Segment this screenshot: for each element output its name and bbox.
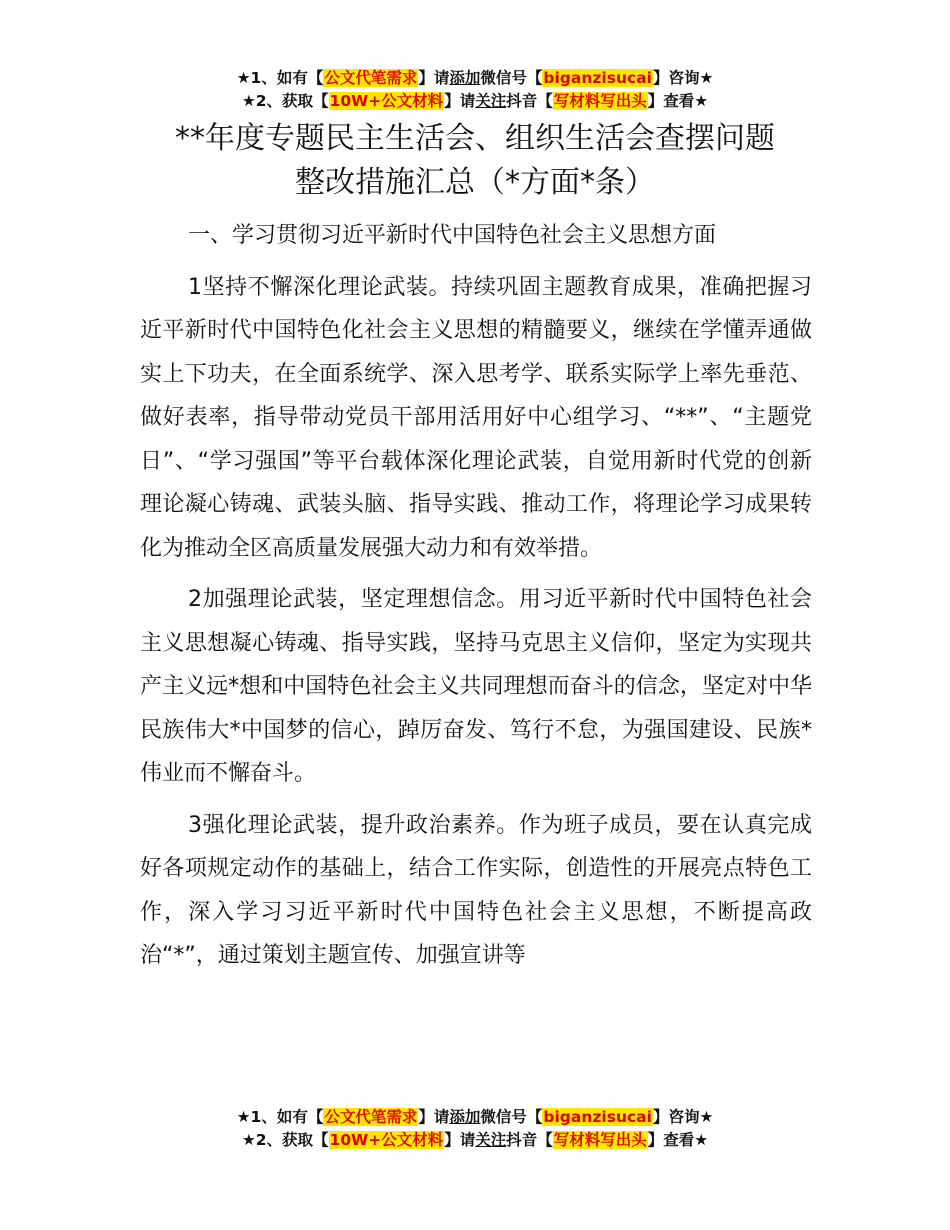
promo-line-1-highlight-wechat: biganzisucai: [543, 69, 652, 87]
document-title-line-1: **年度专题民主生活会、组织生活会查摆问题: [175, 121, 775, 156]
promo-line-2-highlight-douyin: 写材料写出头: [553, 1131, 647, 1149]
promo-line-2-prefix: ★2、获取【: [241, 1131, 329, 1149]
promo-line-1-mid: 】请: [418, 69, 450, 87]
promo-line-1-highlight-service: 公文代笔需求: [324, 1108, 418, 1126]
promo-line-2-highlight-materials: 10W+公文材料: [329, 1131, 444, 1149]
promo-line-2-prefix: ★2、获取【: [241, 92, 329, 110]
promo-line-1-underlined: 添加: [449, 1108, 481, 1126]
promo-line-1-prefix: ★1、如有【: [236, 69, 324, 87]
promo-line-1-prefix: ★1、如有【: [236, 1108, 324, 1126]
promo-line-2-suffix: 】查看★: [647, 92, 709, 110]
paragraph-2: 2加强理论武装，坚定理想信念。用习近平新时代中国特色社会主义思想凝心铸魂、指导实践，坚持马克思主义信仰，坚定为实现共产主义远*想和中国特色社会主义共同理想而奋斗的信念，坚定对中华民族伟大*中国梦的信心，踔厉奋发、笃行不怠，为强国建设、民族*伟业而不懈奋斗。: [140, 587, 812, 786]
promo-line-1-underlined: 添加: [449, 69, 481, 87]
top-promo-banner: [0, 67, 950, 113]
promo-line-1-mid-2: 微信号【: [480, 69, 543, 87]
promo-line-1-highlight-wechat: biganzisucai: [543, 1108, 652, 1126]
promo-line-1-highlight-service: 公文代笔需求: [324, 69, 418, 87]
promo-line-1: [0, 67, 950, 90]
promo-line-2: [0, 90, 950, 113]
promo-line-2-underlined: 关注: [475, 92, 507, 110]
promo-line-2-mid-2: 抖音【: [506, 1131, 553, 1149]
promo-line-2-highlight-douyin: 写材料写出头: [553, 92, 647, 110]
promo-line-2: [0, 1129, 950, 1152]
paragraph-3: 3强化理论武装，提升政治素养。作为班子成员，要在认真完成好各项规定动作的基础上，结合工作实际，创造性的开展亮点特色工作，深入学习习近平新时代中国特色社会主义思想，不断提高政治“*”，通过策划主题宣传、加强宣讲等: [140, 812, 812, 968]
promo-line-2-underlined: 关注: [475, 1131, 507, 1149]
bottom-promo-banner: [0, 1106, 950, 1152]
promo-line-1-mid: 】请: [418, 1108, 450, 1126]
promo-line-2-mid: 】请: [444, 92, 476, 110]
promo-line-1: [0, 1106, 950, 1129]
paragraph-1: 1坚持不懈深化理论武装。持续巩固主题教育成果，准确把握习近平新时代中国特色化社会主义思想的精髓要义，继续在学懂弄通做实上下功夫，在全面系统学、深入思考学、联系实际学上率先垂范、做好表率，指导带动党员干部用活用好中心组学习、“**”、“主题党日”、“学习强国”等平台载体深化理论武装，自觉用新时代党的创新理论凝心铸魂、武装头脑、指导实践、推动工作，将理论学习成果转化为推动全区高质量发展强大动力和有效举措。: [140, 274, 812, 561]
document-body: [140, 214, 812, 978]
section-heading: 一、学习贯彻习近平新时代中国特色社会主义思想方面: [188, 223, 717, 248]
promo-line-2-suffix: 】查看★: [647, 1131, 709, 1149]
document-title-line-2: 整改措施汇总（*方面*条）: [295, 165, 655, 200]
promo-line-2-highlight-materials: 10W+公文材料: [329, 92, 444, 110]
document-title: [0, 117, 950, 205]
promo-line-2-mid: 】请: [444, 1131, 476, 1149]
promo-line-2-mid-2: 抖音【: [506, 92, 553, 110]
promo-line-1-suffix: 】咨询★: [652, 1108, 714, 1126]
promo-line-1-suffix: 】咨询★: [652, 69, 714, 87]
promo-line-1-mid-2: 微信号【: [480, 1108, 543, 1126]
